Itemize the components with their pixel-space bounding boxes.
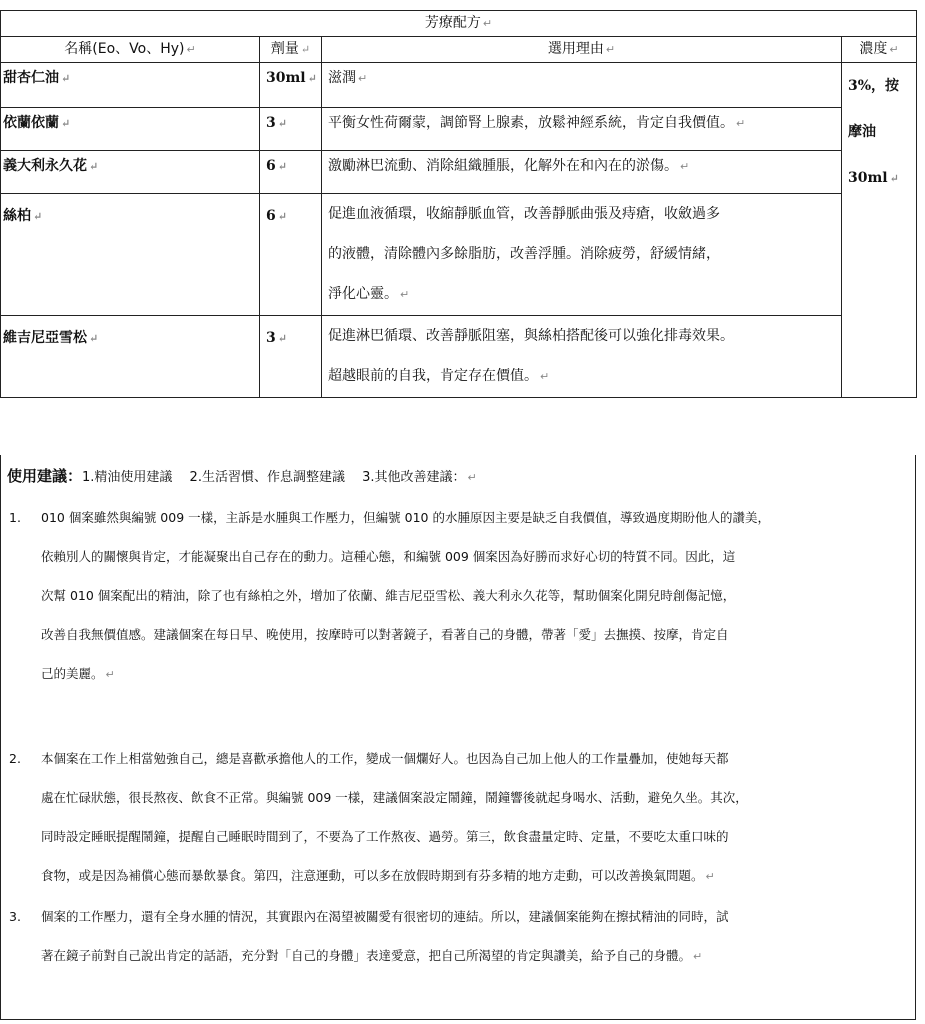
oil-name: 甜杏仁油 ↵ [1, 63, 260, 108]
suggestion-item-1: 1. 010 個案雖然與編號 009 一樣，主訴是水腫與工作壓力，但編號 010 的水腫原因主要是缺乏自我價值，導致過度期盼他人的讚美， 依賴別人的關懷與肯定，才能凝聚出自己存在的動力。這種心態，和編號 009 個案因為好勝而求好心切的特質不同。因此，這 次幫 010 個案配出的精油，除了也有絲柏之外，增加了依蘭、維吉尼亞雪松、義大利永久花等，幫助個案化開兒時創傷記憶， 改善自我無價值感。建議個案在每日早、晚使用，按摩時可以對著鏡子，看著自己的身體，帶著「愛」去撫摸、按摩，肯定自 己的美麗。 ↵ [9, 510, 770, 681]
header-concentration: 濃度 ↵ [842, 37, 917, 63]
table-row [1, 108, 917, 151]
concentration-cell: 3%，按 摩油 30ml ↵ [842, 63, 917, 398]
table-row [1, 151, 917, 194]
oil-reason: 激勵淋巴流動、消除組織腫脹，化解外在和內在的淤傷。 ↵ [322, 151, 842, 194]
oil-reason: 促進淋巴循環、改善靜脈阻塞，與絲柏搭配後可以強化排毒效果。 超越眼前的自我，肯定存在價值。 ↵ [322, 316, 842, 398]
table-title: 芳療配方 ↵ [1, 11, 917, 37]
aromatherapy-formula-table [0, 10, 917, 398]
header-name: 名稱(Eo、Vo、Hy) ↵ [1, 37, 260, 63]
suggestion-item-2: 2. 本個案在工作上相當勉強自己，總是喜歡承擔他人的工作，變成一個爛好人。也因為自己加上他人的工作量疊加，使她每天都 處在忙碌狀態，很長熬夜、飲食不正常。與編號 009 一樣，建議個案設定鬧鐘，鬧鐘響後就起身喝水、活動，避免久坐。其次， 同時設定睡眠提醒鬧鐘，提醒自己睡眠時間到了，不要為了工作熬夜、過勞。第三，飲食盡量定時、定量，不要吃太重口味的 食物，或是因為補償心態而暴飲暴食。第四，注意運動，可以多在放假時期到有芬多精的地方走動，可以改善換氣問題。 ↵ [9, 751, 748, 883]
oil-reason: 滋潤 ↵ [322, 63, 842, 108]
oil-name: 義大利永久花 ↵ [1, 151, 260, 194]
oil-dose: 3 ↵ [260, 108, 322, 151]
oil-dose: 6 ↵ [260, 151, 322, 194]
suggestion-item-3: 3. 個案的工作壓力，還有全身水腫的情況，其實跟內在渴望被關愛有很密切的連結。所以，建議個案能夠在擦拭精油的同時，試 著在鏡子前對自己說出肯定的話語，充分對「自己的身體」表達愛意，把自己所渴望的肯定與讚美，給予自己的身體。 ↵ [9, 909, 729, 963]
header-reason: 選用理由 ↵ [322, 37, 842, 63]
table-row [1, 194, 917, 316]
oil-dose: 3 ↵ [260, 316, 322, 398]
oil-reason: 平衡女性荷爾蒙，調節腎上腺素，放鬆神經系統，肯定自我價值。 ↵ [322, 108, 842, 151]
usage-suggestions-section [0, 455, 916, 1020]
table-row [1, 63, 917, 108]
oil-name: 維吉尼亞雪松 ↵ [1, 316, 260, 398]
oil-reason: 促進血液循環，收縮靜脈血管，改善靜脈曲張及痔瘡，收斂過多 的液體，清除體內多餘脂肪，改善浮腫。消除疲勞，舒緩情緒， 淨化心靈。 ↵ [322, 194, 842, 316]
suggestions-heading: 使用建議：1.精油使用建議 2.生活習慣、作息調整建議 3.其他改善建議： ↵ [7, 467, 477, 485]
header-dose: 劑量 ↵ [260, 37, 322, 63]
table-row [1, 316, 917, 398]
oil-dose: 6 ↵ [260, 194, 322, 316]
oil-name: 依蘭依蘭 ↵ [1, 108, 260, 151]
oil-name: 絲柏 ↵ [1, 194, 260, 316]
oil-dose: 30ml ↵ [260, 63, 322, 108]
